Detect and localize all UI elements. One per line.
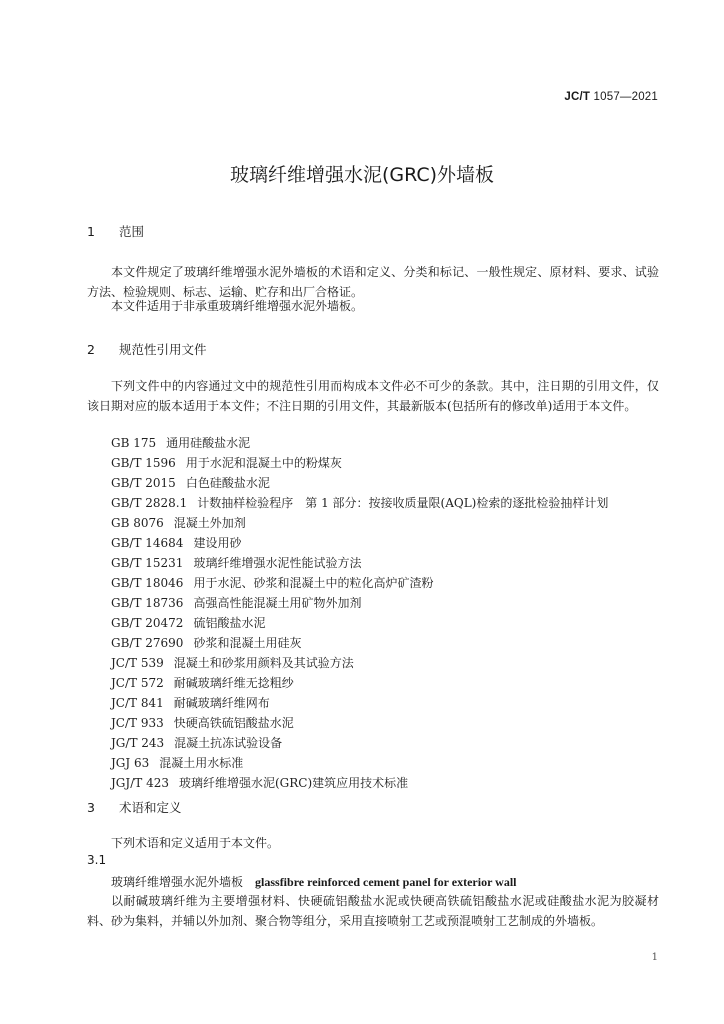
- reference-item: [111, 473, 270, 493]
- reference-code: GB 175: [111, 436, 157, 450]
- reference-item: [111, 733, 282, 753]
- standard-number: 1057—2021: [593, 91, 658, 103]
- reference-item: [111, 593, 361, 613]
- reference-code: JC/T 841: [111, 696, 164, 710]
- reference-code: JC/T 539: [111, 656, 164, 670]
- reference-item: [111, 713, 294, 733]
- reference-item: [111, 533, 241, 553]
- reference-code: GB/T 2015: [111, 476, 176, 490]
- reference-item: [111, 553, 361, 573]
- reference-title: 混凝土用水标准: [159, 756, 244, 770]
- reference-item: [111, 453, 342, 473]
- term-definition: 以耐碱玻璃纤维为主要增强材料、快硬硫铝酸盐水泥或快硬高铁硫铝酸盐水泥或硅酸盐水泥为胶凝材料、砂为集料，并辅以外加剂、聚合物等组分，采用直接喷射工艺或预混喷射工艺制成的外墙板。: [87, 894, 659, 928]
- reference-item: [111, 613, 265, 633]
- section-number: 1: [87, 224, 95, 239]
- reference-code: GB/T 14684: [111, 536, 184, 550]
- reference-title: 白色硅酸盐水泥: [185, 476, 270, 490]
- scope-paragraph-2: 本文件适用于非承重玻璃纤维增强水泥外墙板。: [111, 299, 364, 313]
- term-zh: 玻璃纤维增强水泥外墙板: [111, 875, 244, 889]
- reference-title: 混凝土抗冻试验设备: [174, 736, 283, 750]
- section-1-heading: [87, 222, 144, 240]
- term-entry: [111, 873, 517, 890]
- standard-header: [564, 91, 658, 103]
- page-number: 1: [651, 952, 658, 963]
- document-title: 玻璃纤维增强水泥(GRC)外墙板: [229, 164, 495, 186]
- reference-item: [111, 433, 250, 453]
- reference-title: 玻璃纤维增强水泥性能试验方法: [193, 556, 362, 570]
- section-title: 术语和定义: [119, 800, 182, 815]
- reference-title: 玻璃纤维增强水泥(GRC)建筑应用技术标准: [178, 776, 409, 790]
- section-title: 规范性引用文件: [119, 342, 207, 357]
- reference-code: GB/T 15231: [111, 556, 184, 570]
- reference-code: JC/T 572: [111, 676, 164, 690]
- reference-item: [111, 633, 301, 653]
- normative-intro: 下列文件中的内容通过文中的规范性引用而构成本文件必不可少的条款。其中，注日期的引用文件，仅该日期对应的版本适用于本文件；不注日期的引用文件，其最新版本(包括所有的修改单)适用于本文件。: [87, 379, 659, 413]
- section-2-heading: [87, 340, 207, 358]
- reference-code: GB/T 20472: [111, 616, 184, 630]
- reference-item: [111, 513, 246, 533]
- reference-title: 计数抽样检验程序 第 1 部分：按接收质量限(AQL)检索的逐批检验抽样计划: [197, 496, 609, 510]
- reference-code: JC/T 933: [111, 716, 164, 730]
- reference-title: 混凝土外加剂: [173, 516, 246, 530]
- reference-code: GB/T 18736: [111, 596, 184, 610]
- reference-title: 砂浆和混凝土用硅灰: [193, 636, 302, 650]
- standard-code: JC/T: [564, 91, 591, 103]
- term-number: 3.1: [87, 853, 107, 867]
- reference-title: 通用硅酸盐水泥: [166, 436, 251, 450]
- reference-code: GB/T 18046: [111, 576, 184, 590]
- section-number: 2: [87, 342, 95, 357]
- reference-title: 高强高性能混凝土用矿物外加剂: [193, 596, 362, 610]
- reference-item: [111, 573, 433, 593]
- terms-intro: 下列术语和定义适用于本文件。: [111, 836, 280, 850]
- section-3-heading: [87, 798, 182, 816]
- reference-code: JGJ 63: [111, 756, 150, 770]
- reference-code: GB/T 2828.1: [111, 496, 188, 510]
- reference-code: GB/T 27690: [111, 636, 184, 650]
- reference-code: GB/T 1596: [111, 456, 176, 470]
- reference-item: [111, 753, 243, 773]
- scope-paragraph-1: 本文件规定了玻璃纤维增强水泥外墙板的术语和定义、分类和标记、一般性规定、原材料、要求、试验方法、检验规则、标志、运输、贮存和出厂合格证。: [87, 265, 659, 299]
- reference-title: 建设用砂: [193, 536, 242, 550]
- reference-item: [111, 693, 270, 713]
- reference-item: [111, 673, 294, 693]
- reference-item: [111, 493, 608, 513]
- reference-code: GB 8076: [111, 516, 164, 530]
- reference-item: [111, 653, 354, 673]
- reference-title: 快硬高铁硫铝酸盐水泥: [173, 716, 294, 730]
- reference-title: 用于水泥和混凝土中的粉煤灰: [185, 456, 342, 470]
- reference-item: [111, 773, 408, 793]
- reference-title: 耐碱玻璃纤维网布: [173, 696, 270, 710]
- term-en: glassfibre reinforced cement panel for exterior wall: [255, 875, 517, 889]
- reference-title: 混凝土和砂浆用颜料及其试验方法: [173, 656, 354, 670]
- section-number: 3: [87, 800, 95, 815]
- reference-title: 耐碱玻璃纤维无捻粗纱: [173, 676, 294, 690]
- reference-title: 硫铝酸盐水泥: [193, 616, 266, 630]
- section-title: 范围: [119, 224, 145, 239]
- reference-title: 用于水泥、砂浆和混凝土中的粒化高炉矿渣粉: [193, 576, 434, 590]
- reference-code: JGJ/T 423: [111, 776, 169, 790]
- reference-code: JG/T 243: [111, 736, 165, 750]
